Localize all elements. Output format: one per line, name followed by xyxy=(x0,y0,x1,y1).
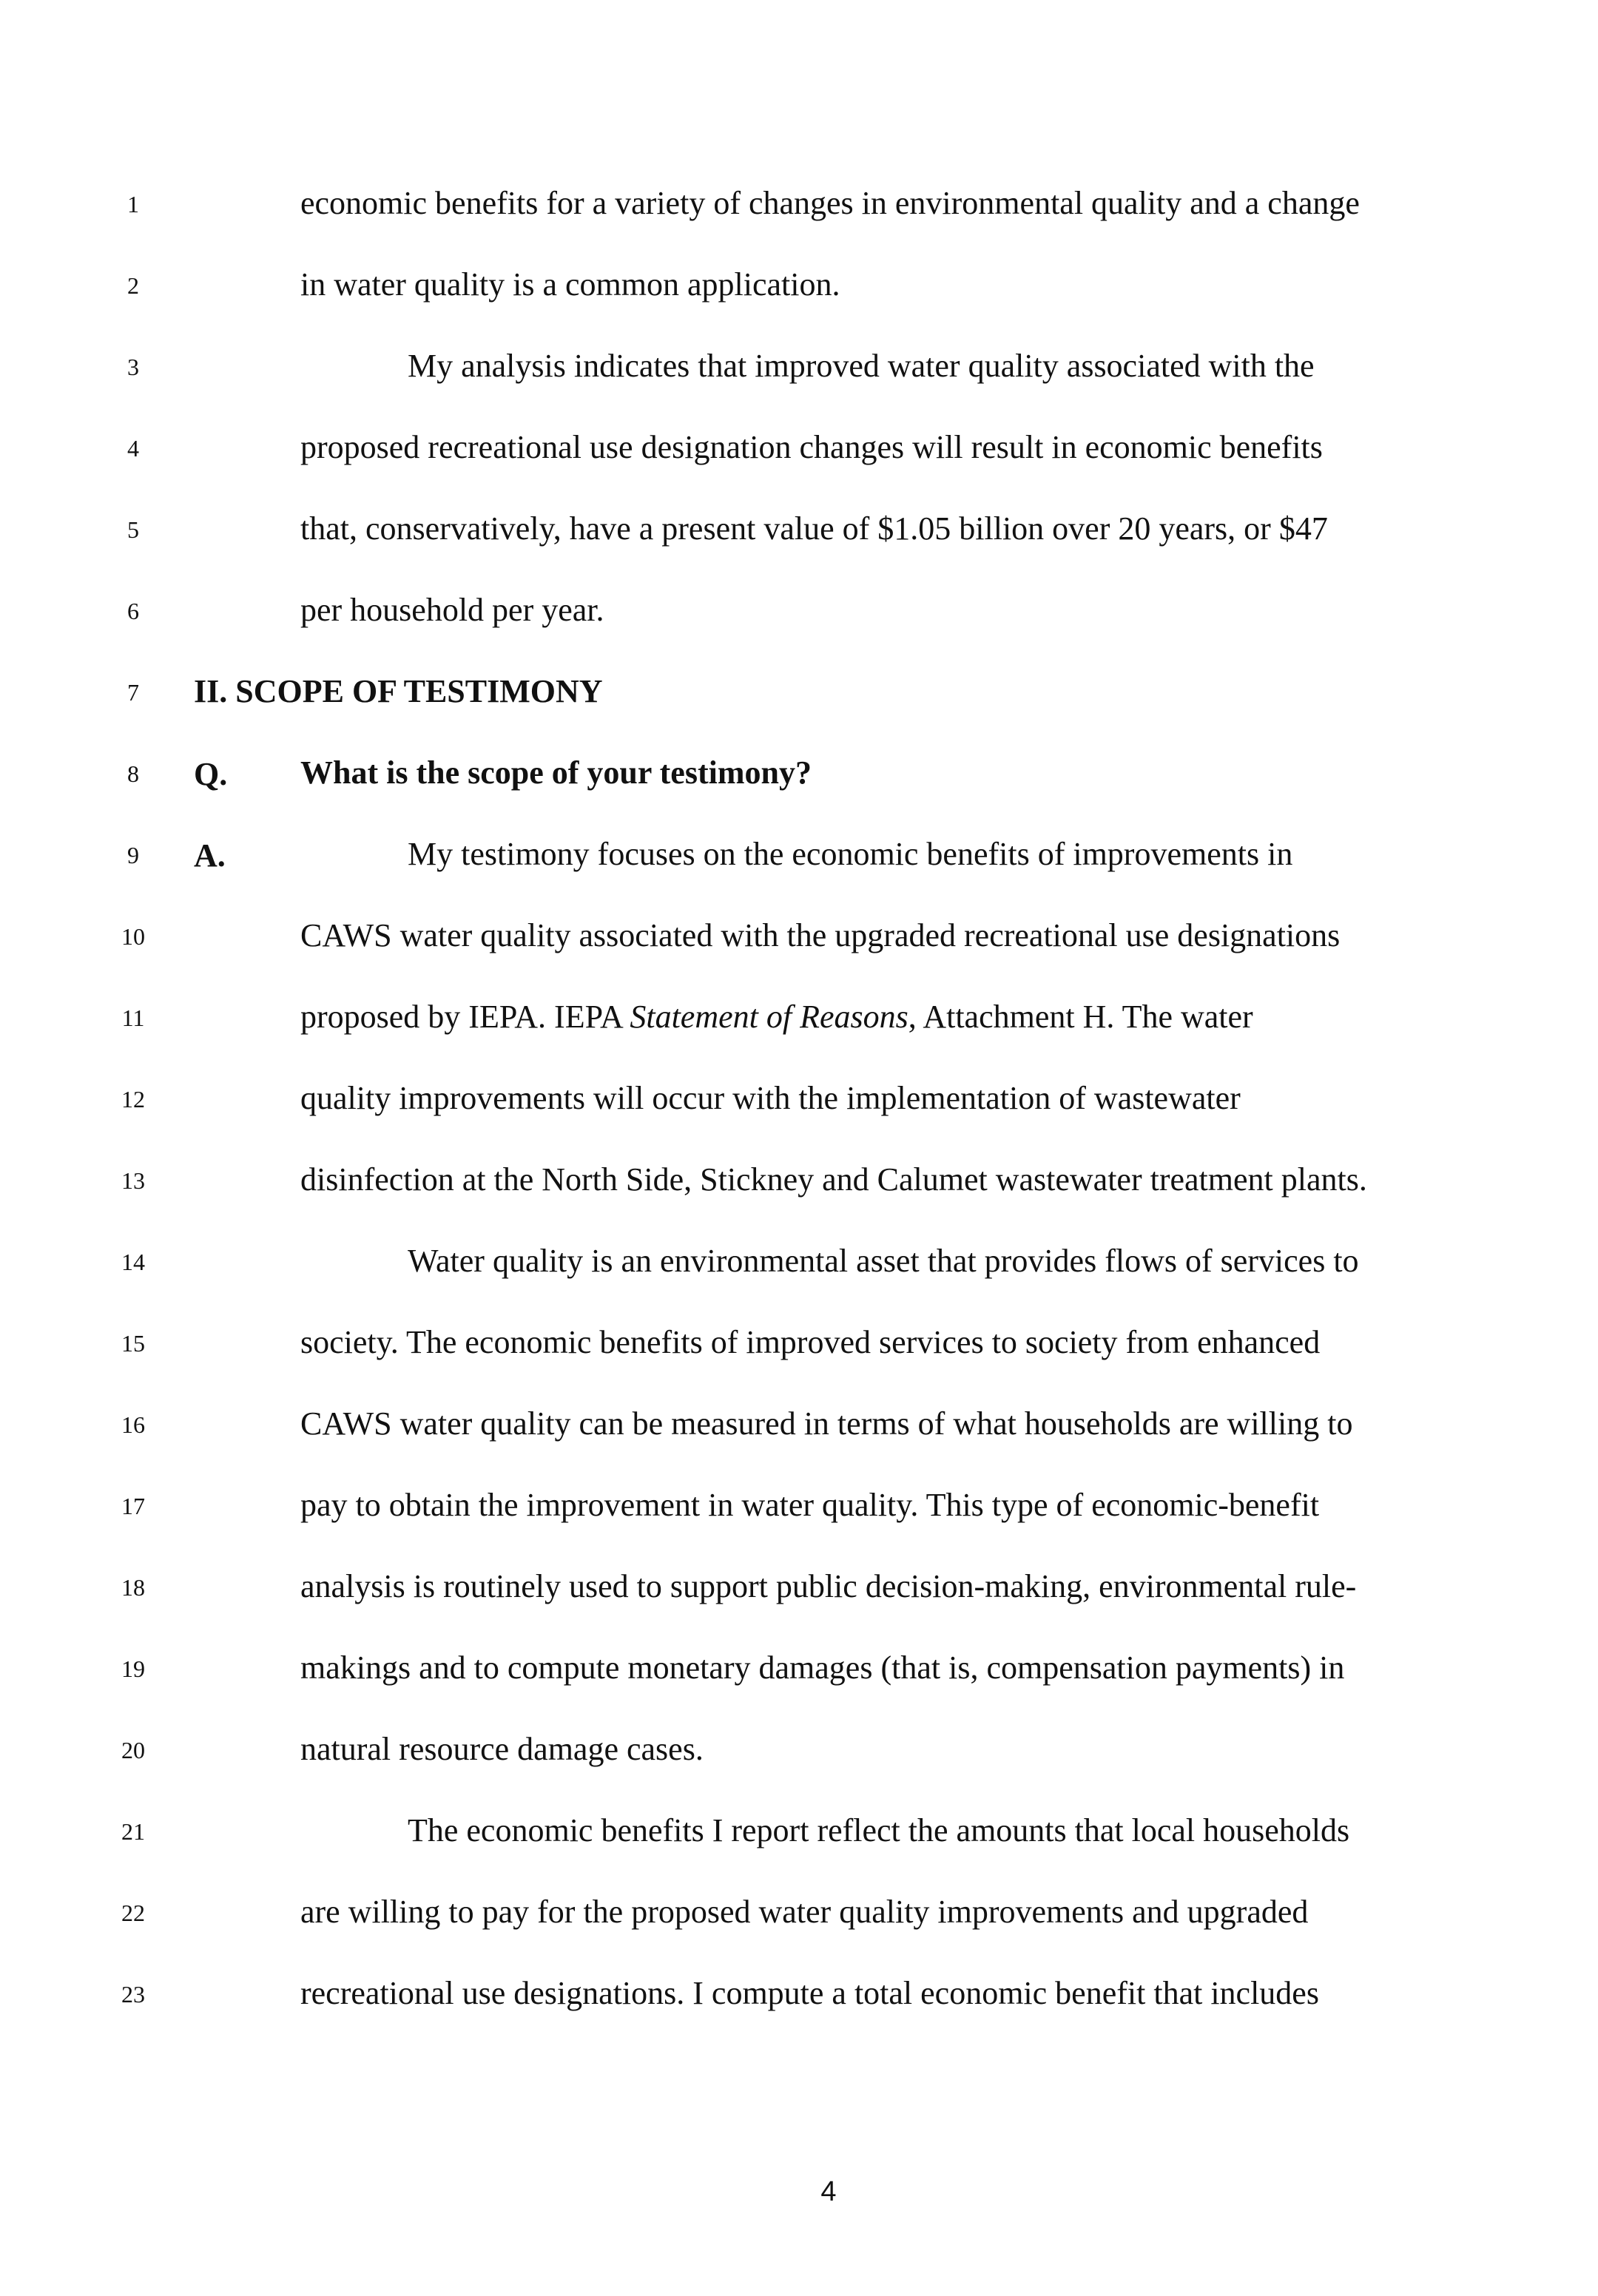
document-line xyxy=(0,1879,1598,1960)
line-number: 11 xyxy=(121,1004,145,1031)
line-number: 20 xyxy=(121,1737,145,1763)
document-line xyxy=(0,1309,1598,1391)
document-line xyxy=(0,414,1598,496)
document-line xyxy=(0,333,1598,414)
document-line xyxy=(0,251,1598,333)
citation-title: Statement of Reasons xyxy=(630,999,908,1035)
document-line xyxy=(0,170,1598,251)
line-number: 9 xyxy=(127,842,139,868)
line-number: 23 xyxy=(121,1981,145,2008)
line-text: CAWS water quality can be measured in terms of what households are willing to xyxy=(300,1405,1353,1442)
line-text: disinfection at the North Side, Stickney and Calumet wastewater treatment plants. xyxy=(300,1161,1367,1198)
document-line xyxy=(0,821,1598,902)
line-text: natural resource damage cases. xyxy=(300,1731,704,1767)
document-line xyxy=(0,1960,1598,2042)
line-text: quality improvements will occur with the implementation of wastewater xyxy=(300,1080,1241,1116)
line-text: The economic benefits I report reflect the amounts that local households xyxy=(408,1812,1350,1848)
line-text: recreational use designations. I compute a total economic benefit that includes xyxy=(300,1975,1319,2011)
line-number: 15 xyxy=(121,1330,145,1357)
document-line xyxy=(0,1797,1598,1879)
line-number: 8 xyxy=(127,760,139,787)
line-number: 1 xyxy=(127,191,139,217)
line-text: that, conservatively, have a present value of $1.05 billion over 20 years, or $47 xyxy=(300,510,1328,547)
document-line xyxy=(0,1635,1598,1716)
document-line xyxy=(0,1716,1598,1797)
document-line xyxy=(0,902,1598,984)
question-text: What is the scope of your testimony? xyxy=(300,754,812,791)
line-text: are willing to pay for the proposed water quality improvements and upgraded xyxy=(300,1894,1309,1930)
line-number: 16 xyxy=(121,1411,145,1438)
line-text: CAWS water quality associated with the upgraded recreational use designations xyxy=(300,917,1341,953)
document-line xyxy=(0,1553,1598,1635)
line-number: 22 xyxy=(121,1900,145,1926)
line-number: 18 xyxy=(121,1574,145,1601)
line-number: 7 xyxy=(127,679,139,706)
document-line xyxy=(0,984,1598,1065)
line-text: Water quality is an environmental asset that provides flows of services to xyxy=(408,1243,1359,1279)
section-heading: II. SCOPE OF TESTIMONY xyxy=(194,673,603,709)
answer-marker: A. xyxy=(194,837,226,874)
line-text-part: , Attachment H. The water xyxy=(908,999,1253,1035)
line-text-part: proposed by IEPA. IEPA xyxy=(300,999,630,1035)
line-number: 6 xyxy=(127,598,139,624)
line-number: 19 xyxy=(121,1655,145,1682)
line-text: economic benefits for a variety of changes in environmental quality and a change xyxy=(300,185,1360,221)
document-line xyxy=(0,577,1598,658)
line-text: society. The economic benefits of improved services to society from enhanced xyxy=(300,1324,1321,1360)
line-number: 10 xyxy=(121,923,145,950)
line-number: 12 xyxy=(121,1086,145,1112)
line-number: 3 xyxy=(127,354,139,380)
document-line xyxy=(0,1391,1598,1472)
document-line xyxy=(0,740,1598,821)
question-marker: Q. xyxy=(194,756,228,792)
line-number: 4 xyxy=(127,435,139,462)
line-text: proposed recreational use designation changes will result in economic benefits xyxy=(300,429,1323,465)
document-line xyxy=(0,1472,1598,1553)
line-number: 21 xyxy=(121,1818,145,1845)
line-number: 5 xyxy=(127,516,139,543)
document-line xyxy=(0,658,1598,740)
document-line xyxy=(0,1147,1598,1228)
line-number: 2 xyxy=(127,272,139,299)
line-text: My testimony focuses on the economic benefits of improvements in xyxy=(408,836,1293,872)
line-number: 14 xyxy=(121,1249,145,1275)
line-text: pay to obtain the improvement in water quality. This type of economic-benefit xyxy=(300,1487,1320,1523)
line-number: 17 xyxy=(121,1493,145,1519)
line-text: My analysis indicates that improved water quality associated with the xyxy=(408,348,1315,384)
document-line xyxy=(0,496,1598,577)
line-text: makings and to compute monetary damages (that is, compensation payments) in xyxy=(300,1650,1345,1686)
document-line xyxy=(0,1228,1598,1309)
line-text: analysis is routinely used to support public decision-making, environmental rule- xyxy=(300,1568,1357,1604)
document-line xyxy=(0,1065,1598,1147)
page-number: 4 xyxy=(820,2176,837,2207)
line-text: per household per year. xyxy=(300,592,604,628)
line-text xyxy=(300,997,1253,1037)
line-number: 13 xyxy=(121,1167,145,1194)
line-text: in water quality is a common application. xyxy=(300,266,840,303)
